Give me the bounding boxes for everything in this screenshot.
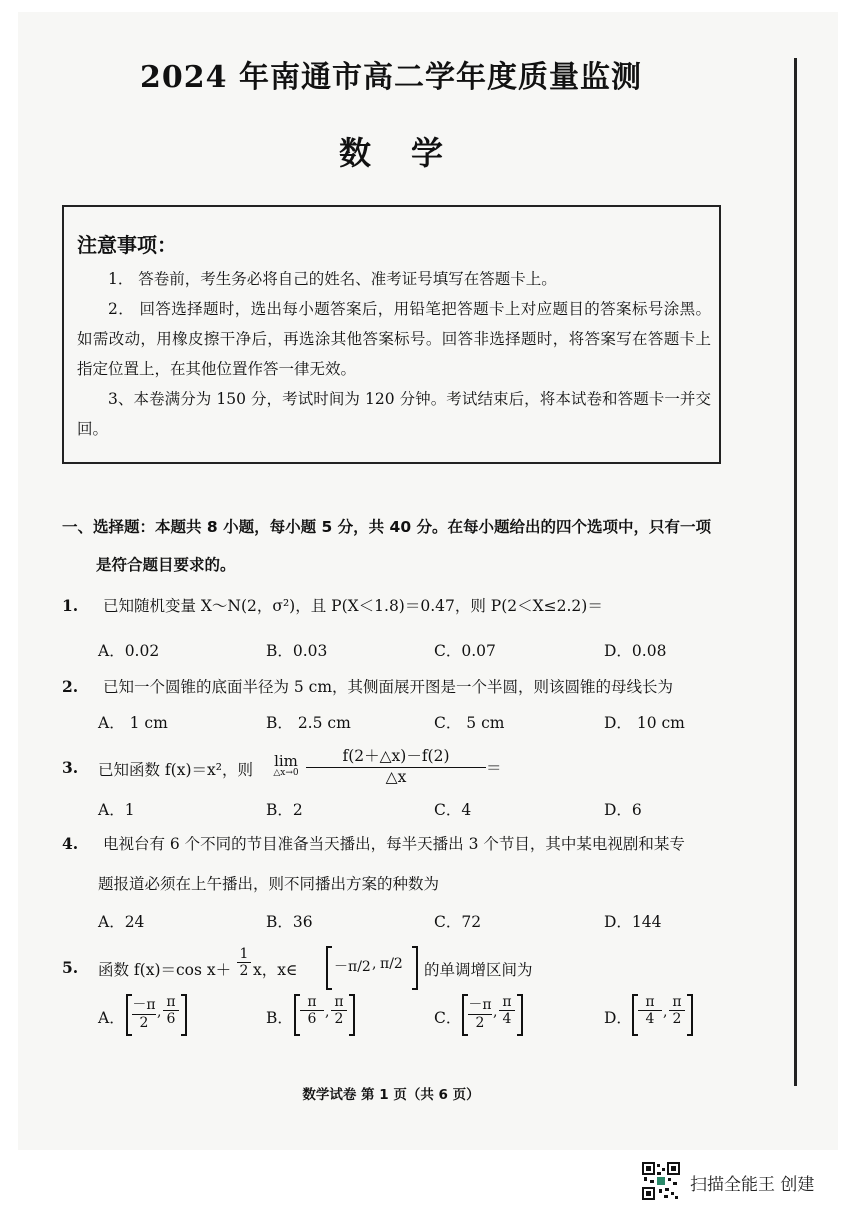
limit-operator: [271, 752, 301, 778]
question-text: 已知函数 f(x)＝x²，则: [98, 761, 253, 779]
fraction-denominator: 6: [166, 1011, 176, 1027]
fraction-low: [468, 994, 492, 1031]
notice-title: 注意事项：: [77, 233, 177, 257]
section-heading-line1: 一、选择题：本题共 8 小题，每小题 5 分，共 40 分。在每小题给出的四个选项中，只有一项: [62, 518, 712, 536]
question-5-options: [98, 994, 718, 1038]
fraction-denominator: 4: [645, 1011, 655, 1027]
interval-comma: ,: [325, 1004, 330, 1020]
question-text: 电视台有 6 个不同的节目准备当天播出，每半天播出 3 个节目，其中某电视剧和某专: [102, 835, 685, 853]
fraction-low: [638, 994, 662, 1027]
question-text: 已知一个圆锥的底面半径为 5 cm，其侧面展开图是一个半圆，则该圆锥的母线长为: [102, 678, 674, 696]
notice-item: 1． 答卷前，考生务必将自己的姓名、准考证号填写在答题卡上。: [108, 270, 557, 288]
question-text-suffix: 的单调增区间为: [424, 961, 533, 979]
interval-comma: ,: [493, 1004, 498, 1020]
fraction-denominator: △x: [385, 768, 407, 786]
margin-rule: [794, 58, 797, 1086]
fraction-numerator: 1: [237, 946, 251, 963]
fraction-numerator: π: [163, 994, 179, 1011]
option-d: D．0.08: [604, 642, 667, 660]
bracket-right: [412, 946, 418, 990]
interval-comma: ,: [372, 956, 377, 972]
notice-item: 2． 回答选择题时，选出每小题答案后，用铅笔把答题卡上对应题目的答案标号涂黑。如需改动，用橡皮擦干净后，再选涂其他答案标号。回答非选择题时，将答案写在答题卡上指定位置上，在其他位置作答一律无效。: [77, 300, 711, 378]
fraction-numerator: f(2＋△x)－f(2): [306, 744, 486, 768]
option-c: C． 5 cm: [434, 714, 505, 732]
qr-code-icon: [642, 1162, 680, 1200]
question-text: 函数 f(x)＝cos x＋: [98, 961, 232, 979]
interval-comma: ,: [663, 1004, 668, 1020]
question-5: [62, 946, 732, 990]
fraction-high: [669, 994, 685, 1027]
fraction-denominator: 2: [239, 963, 249, 979]
bracket-right: [181, 994, 187, 1036]
fraction-low: [300, 994, 324, 1027]
option-d: D．6: [604, 801, 642, 819]
fraction-denominator: 2: [139, 1015, 149, 1031]
scanner-watermark: [640, 1160, 840, 1202]
fraction-high: [163, 994, 179, 1027]
option-a: A．24: [98, 913, 145, 931]
fraction-numerator: π: [638, 994, 662, 1011]
fraction-numerator: －π: [132, 994, 156, 1015]
equals-sign: ＝: [486, 759, 502, 777]
fraction-numerator: π: [300, 994, 324, 1011]
interval-low: －π/2: [334, 959, 371, 975]
fraction-high: [499, 994, 515, 1027]
question-3: [62, 744, 732, 786]
fraction-numerator: π: [499, 994, 515, 1011]
section-heading-line2: 是符合题目要求的。: [96, 556, 236, 574]
interval-comma: ,: [157, 1004, 162, 1020]
fraction-high: [331, 994, 347, 1027]
option-b: B．0.03: [266, 642, 328, 660]
bracket-right: [349, 994, 355, 1036]
question-4-continued: 题报道必须在上午播出，则不同播出方案的种数为: [98, 875, 440, 893]
fraction-numerator: π: [669, 994, 685, 1011]
page-footer: 数学试卷 第 1 页（共 6 页）: [302, 1087, 480, 1103]
interval-high: π/2: [380, 956, 403, 972]
question-number: 2.: [62, 677, 79, 696]
option-d: D． 10 cm: [604, 714, 685, 732]
option-b: B．36: [266, 913, 313, 931]
option-a: A．1: [98, 801, 135, 819]
limit-fraction: [306, 744, 486, 786]
option-label: C．: [434, 1009, 462, 1027]
option-c: C．4: [434, 801, 472, 819]
fraction-low: [132, 994, 156, 1031]
question-number: 1.: [62, 596, 79, 615]
option-label: D．: [604, 1009, 632, 1027]
fraction-denominator: 2: [475, 1015, 485, 1031]
page-title: 2024 年南通市高二学年度质量监测: [140, 60, 642, 95]
question-text: 已知随机变量 X～N(2，σ²)，且 P(X＜1.8)＝0.47，则 P(2＜X≤2.2)＝: [102, 597, 603, 615]
option-b: B． 2.5 cm: [266, 714, 351, 732]
option-label: A．: [98, 1009, 125, 1027]
notice-body: [77, 264, 711, 444]
subject-title: 数学: [338, 134, 483, 172]
option-label: B．: [266, 1009, 293, 1027]
scanner-text: 扫描全能王 创建: [690, 1175, 815, 1195]
question-4: [62, 832, 732, 854]
fraction-denominator: 4: [502, 1011, 512, 1027]
limit-word: lim: [274, 752, 298, 770]
question-1: [62, 594, 732, 616]
fraction-denominator: 6: [307, 1011, 317, 1027]
bracket-left: [326, 946, 332, 990]
fraction-denominator: 2: [672, 1011, 682, 1027]
bracket-right: [517, 994, 523, 1036]
fraction-numerator: π: [331, 994, 347, 1011]
bracket-right: [687, 994, 693, 1036]
question-text-mid: x，x∈: [253, 961, 298, 979]
option-d: D．144: [604, 913, 662, 931]
option-a: A．0.02: [98, 642, 160, 660]
notice-item: 3、本卷满分为 150 分，考试时间为 120 分钟。考试结束后，将本试卷和答题卡一并交回。: [77, 390, 711, 438]
half-fraction: [237, 946, 251, 979]
option-b: B．2: [266, 801, 303, 819]
option-a: A． 1 cm: [98, 714, 168, 732]
question-number: 3.: [62, 758, 79, 777]
fraction-numerator: －π: [468, 994, 492, 1015]
option-c: C．72: [434, 913, 482, 931]
section-heading: [62, 508, 722, 584]
fraction-denominator: 2: [334, 1011, 344, 1027]
question-2: [62, 675, 732, 697]
question-number: 5.: [62, 958, 79, 977]
option-c: C．0.07: [434, 642, 496, 660]
question-number: 4.: [62, 834, 79, 853]
notice-box: [62, 205, 721, 464]
limit-subscript: △x→0: [273, 768, 299, 778]
